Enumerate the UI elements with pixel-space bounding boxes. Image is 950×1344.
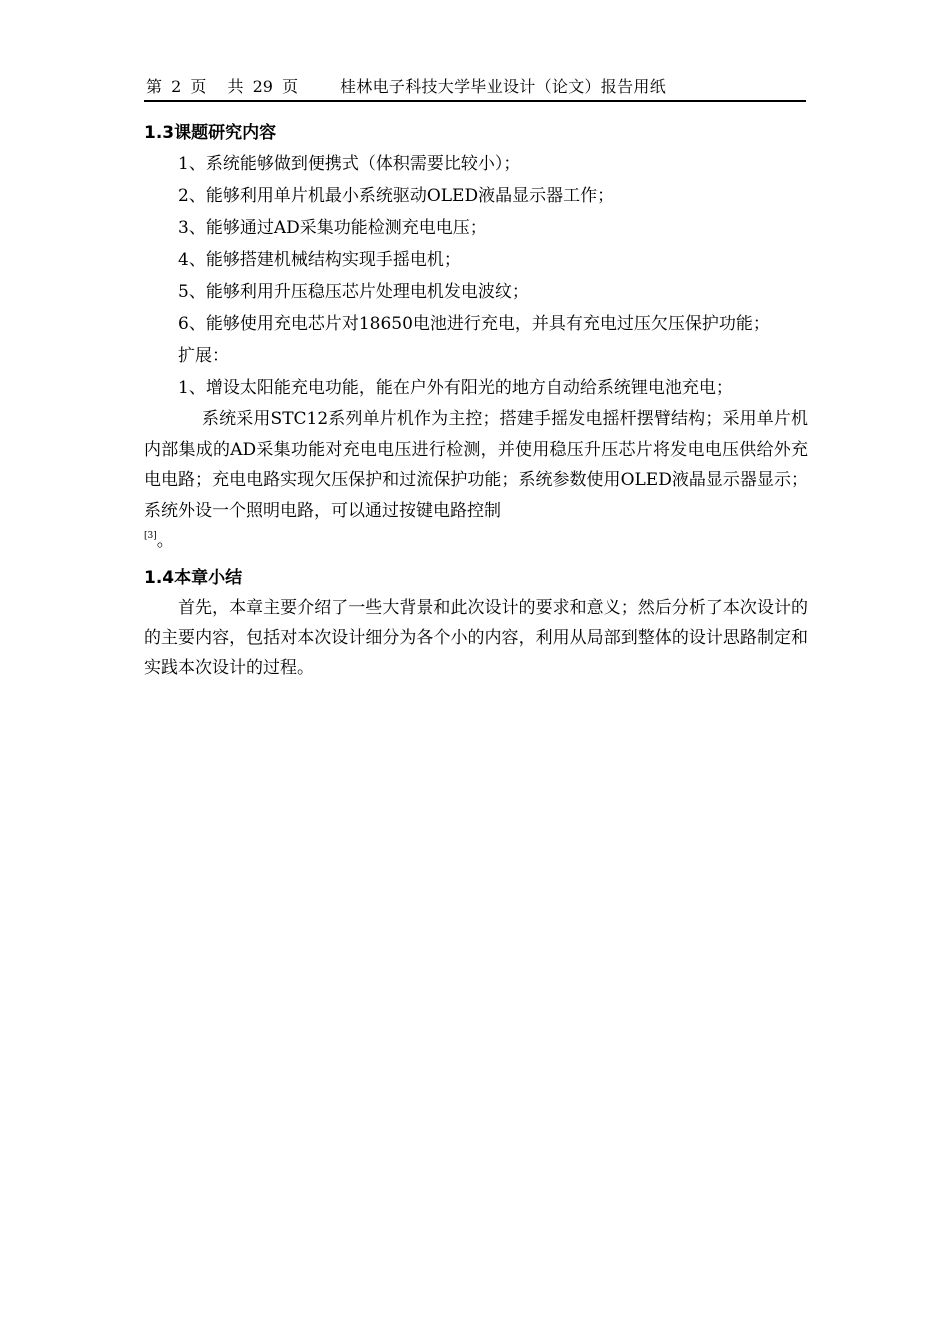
header-title: 桂林电子科技大学毕业设计（论文）报告用纸: [340, 77, 667, 96]
page-content: [144, 118, 808, 683]
header-rule: [144, 100, 806, 102]
extension-label: 扩展：: [178, 346, 229, 366]
list-item: 4、能够搭建机械结构实现手摇电机；: [178, 250, 461, 270]
paragraph-text: 系统采用STC12系列单片机作为主控；搭建手摇发电摇杆摆臂结构；采用单片机内部集成的AD采集功能对充电电压进行检测，并使用稳压升压芯片将发电电压供给外充电电路；充电电路实现欠压保护和过流保护功能；系统参数使用OLED液晶显示器显示；系统外设一个照明电路，可以通过按键电路控制: [144, 409, 808, 521]
citation-mark: [3]: [144, 531, 157, 541]
section-heading-1-4: 1.4本章小结: [144, 567, 243, 588]
page-unit: 页: [190, 77, 207, 96]
paragraph-end: 。: [156, 531, 174, 551]
system-description-paragraph: [144, 404, 808, 557]
total-word: 共: [227, 77, 244, 96]
list-item: 3、能够通过AD采集功能检测充电电压；: [178, 218, 487, 238]
list-item: 1、系统能够做到便携式（体积需要比较小）；: [178, 154, 521, 174]
page-header: [144, 76, 806, 100]
list-item: 2、能够利用单片机最小系统驱动OLED液晶显示器工作；: [178, 186, 615, 206]
page-counter: [146, 76, 302, 98]
list-item: 5、能够利用升压稳压芯片处理电机发电波纹；: [178, 282, 529, 302]
page-word: 第: [146, 77, 163, 96]
chapter-summary-paragraph: 首先，本章主要介绍了一些大背景和此次设计的要求和意义；然后分析了本次设计的的主要内容，包括对本次设计细分为各个小的内容，利用从局部到整体的设计思路制定和实践本次设计的过程。: [144, 597, 808, 678]
section-heading-1-3: 1.3课题研究内容: [144, 123, 277, 143]
extension-item: 1、增设太阳能充电功能，能在户外有阳光的地方自动给系统锂电池充电；: [178, 378, 733, 398]
page-number: 2: [171, 77, 182, 96]
list-item: 6、能够使用充电芯片对18650电池进行充电，并具有充电过压欠压保护功能；: [178, 314, 770, 334]
total-pages: 29: [252, 77, 273, 96]
total-unit: 页: [282, 77, 299, 96]
